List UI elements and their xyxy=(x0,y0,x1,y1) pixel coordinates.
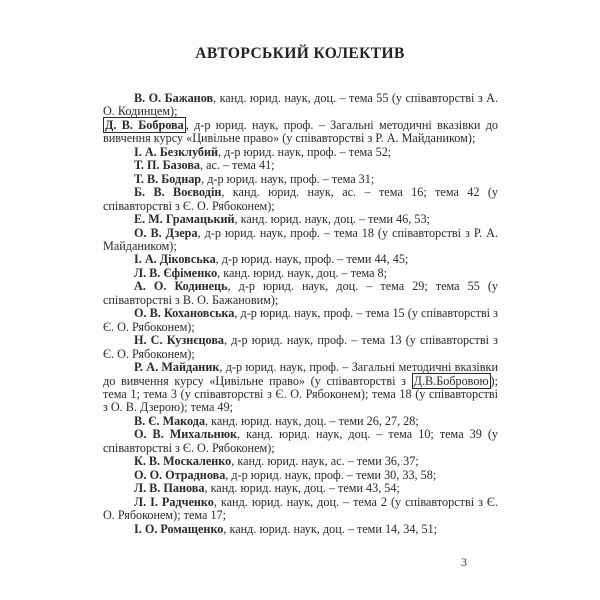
author-name: Т. П. Базова xyxy=(134,158,201,173)
author-entry xyxy=(103,334,498,361)
boxed-coauthor-name: Д.В.Бобровою xyxy=(413,373,489,388)
page-number: 3 xyxy=(461,555,467,569)
author-entry xyxy=(103,523,498,536)
author-entry xyxy=(103,482,498,495)
entry-text: , канд. юрид. наук, доц. – теми 46, 53; xyxy=(234,212,430,227)
author-name: Е. М. Грамацький xyxy=(134,212,235,227)
author-entry xyxy=(103,253,498,266)
author-name: В. О. Бажанов xyxy=(134,91,214,105)
entry-text: , д-р юрид. наук, доц. – тема 29; тема 55 (у співавторстві з В. О. Бажановим); xyxy=(103,279,498,307)
page-title: АВТОРСЬКИЙ КОЛЕКТИВ xyxy=(195,45,405,62)
author-entry xyxy=(103,146,498,159)
author-entry xyxy=(103,280,498,307)
entry-text: , канд. юрид. наук, доц. – теми 14, 34, 51; xyxy=(223,521,438,536)
entry-text: , канд. юрид. наук, доц. – тема 55 (у співавторстві з А. О. Кодинцем); xyxy=(103,91,498,119)
entry-text: , д-р юрид. наук, проф. – тема 15 (у співавторстві з Є. О. Рябоконем); xyxy=(103,306,498,334)
entry-text: , канд. юрид. наук, ас. – теми 36, 37; xyxy=(231,454,419,469)
author-entry xyxy=(103,159,498,172)
entry-text: , д-р юрид. наук, проф. – Загальні методичні вказівки до вивчення курсу «Цивільне право» (у співавторстві з Р. А. Майдаником); xyxy=(103,117,498,146)
entry-text: , канд. юрид. наук, доц. – тема 2 (у співавторстві з Є. О. Рябоконем); тема 17; xyxy=(103,494,498,523)
author-entry xyxy=(103,469,498,482)
author-name: Н. С. Кузнєцова xyxy=(134,333,224,348)
author-name: В. Є. Макода xyxy=(134,413,206,428)
author-entry xyxy=(103,267,498,280)
author-name: І. А. Безклубий xyxy=(134,144,219,159)
author-entry xyxy=(103,455,498,468)
author-name: О. В. Дзера xyxy=(134,225,198,240)
author-entry xyxy=(103,307,498,334)
author-entry xyxy=(103,213,498,226)
author-entry xyxy=(103,415,498,428)
entry-text: , д-р юрид. наук, проф. – теми 44, 45; xyxy=(215,252,409,267)
author-name: А. О. Кодинець xyxy=(134,279,228,294)
author-name: І. А. Діковська xyxy=(134,252,216,267)
author-entry xyxy=(103,227,498,254)
entry-text: , канд. юрид. наук, ас. – тема 16; тема 42 (у співавторстві з Є. О. Рябоконем); xyxy=(103,185,498,213)
author-entry xyxy=(103,496,498,523)
author-name: Л. В. Єфіменко xyxy=(134,265,218,280)
author-name: О. В. Кохановська xyxy=(134,306,235,321)
author-name: К. В. Москаленко xyxy=(134,454,232,469)
entry-text: , д-р юрид. наук, проф. – тема 52; xyxy=(218,144,392,159)
author-entry xyxy=(103,428,498,455)
author-entry xyxy=(103,119,498,146)
entry-text: , д-р юрид. наук, проф. – тема 13 (у співавторстві з Є. О. Рябоконем); xyxy=(103,333,498,361)
entry-text: , д-р юрид. наук, проф. – тема 18 (у співавторстві з Р. А. Майдаником); xyxy=(103,225,498,253)
entry-text: , канд. юрид. наук, доц. – теми 43, 54; xyxy=(204,481,400,496)
entry-text: , д-р юрид. наук, проф. – тема 31; xyxy=(201,171,375,186)
author-name: Л. І. Радченко xyxy=(134,494,214,509)
entry-text: , д-р юрид. наук, проф. – Загальні методичні вказівки до вивчення курсу «Цивільне право» (у співавторстві з xyxy=(103,360,498,388)
author-entry xyxy=(103,92,498,119)
author-entry xyxy=(103,361,498,415)
author-name-boxed: Д. В. Боброва xyxy=(105,117,184,132)
author-entry xyxy=(103,186,498,213)
author-name: Б. В. Воєводін xyxy=(134,185,222,200)
entry-text: , ас. – тема 41; xyxy=(200,158,275,173)
entry-text: ); тема 1; тема 3 (у співавторстві з Є. О. Рябоконем); тема 18 (у співавторстві з О. В. Дзерою); тема 49; xyxy=(103,373,498,415)
author-name: О. О. Отраднова xyxy=(134,467,226,482)
author-name: О. В. Михальнюк xyxy=(134,427,238,442)
author-name: Л. В. Панова xyxy=(134,481,205,496)
author-name: І. О. Ромащенко xyxy=(134,521,224,536)
author-name: Р. А. Майданик xyxy=(134,360,220,375)
entry-text: , д-р юрид. наук, проф. – теми 30, 33, 58; xyxy=(225,467,437,482)
entry-text: , канд. юрид. наук, доц. – тема 10; тема 39 (у співавторстві з Є. О. Рябоконем); xyxy=(103,427,498,455)
author-name: Т. В. Боднар xyxy=(134,171,202,186)
authors-list xyxy=(103,92,498,536)
entry-text: , канд. юрид. наук, доц. – теми 26, 27, 28; xyxy=(205,413,419,428)
entry-text: , канд. юрид. наук, доц. – тема 8; xyxy=(217,265,388,280)
author-entry xyxy=(103,173,498,186)
